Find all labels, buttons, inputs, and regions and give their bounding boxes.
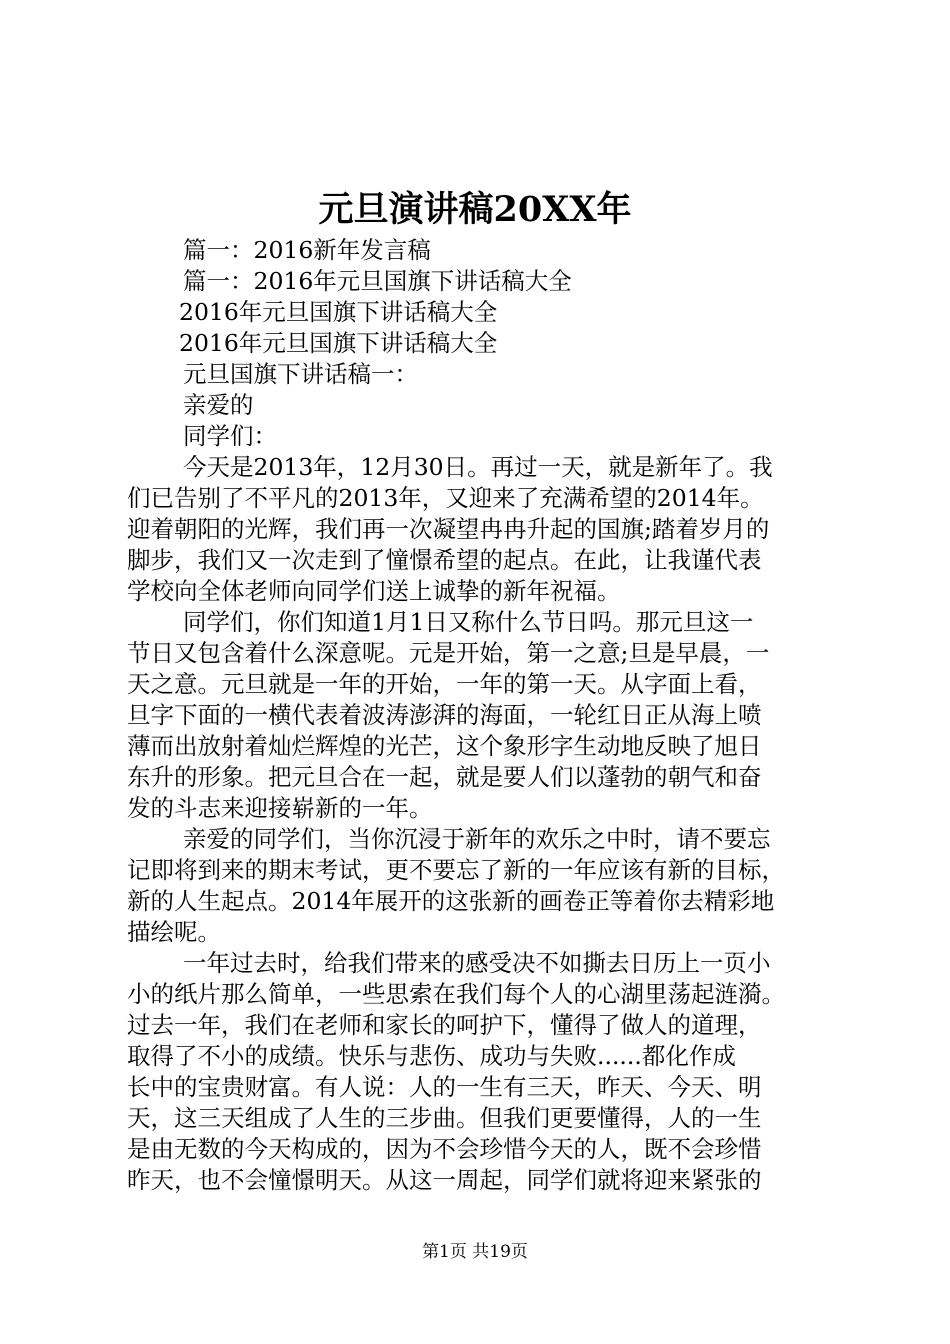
paragraph-line: 新的人生起点。2014年展开的这张新的画卷正等着你去精彩地: [127, 887, 775, 915]
header-line: 篇一：2016年元旦国旗下讲话稿大全: [183, 267, 572, 295]
paragraph-line: 发的斗志来迎接崭新的一年。: [127, 794, 433, 822]
paragraph-line: 长中的宝贵财富。有人说：人的一生有三天，昨天、今天、明: [127, 1073, 762, 1101]
page-footer: 第1页 共19页: [422, 1242, 528, 1262]
paragraph-line: 昨天，也不会憧憬明天。从这一周起，同学们就将迎来紧张的: [127, 1166, 762, 1194]
paragraph-line: 薄而出放射着灿烂辉煌的光芒，这个象形字生动地反映了旭日: [127, 732, 762, 760]
paragraph-line: 同学们，你们知道1月1日又称什么节日吗。那元旦这一: [183, 608, 754, 636]
paragraph-line: 节日又包含着什么深意呢。元是开始，第一之意;旦是早晨，一: [127, 639, 770, 667]
paragraph-line: 今天是2013年，12月30日。再过一天，就是新年了。我: [183, 453, 773, 481]
paragraph: [127, 607, 832, 824]
document-body: [127, 235, 832, 1196]
paragraph: [127, 948, 832, 1196]
header-line: 元旦国旗下讲话稿一：: [183, 360, 418, 388]
paragraph-line: 旦字下面的一横代表着波涛澎湃的海面，一轮红日正从海上喷: [127, 701, 762, 729]
paragraph-line: 过去一年，我们在老师和家长的呵护下，懂得了做人的道理，: [127, 1011, 762, 1039]
paragraph: [127, 824, 832, 948]
header-line: 篇一：2016新年发言稿: [183, 236, 431, 264]
paragraph-line: 取得了不小的成绩。快乐与悲伤、成功与失败......都化作成: [127, 1042, 736, 1070]
paragraph-line: 东升的形象。把元旦合在一起，就是要人们以蓬勃的朝气和奋: [127, 763, 762, 791]
header-line: 2016年元旦国旗下讲话稿大全: [179, 298, 498, 326]
paragraph-line: 们已告别了不平凡的2013年，又迎来了充满希望的2014年。: [127, 484, 764, 512]
paragraph-line: 记即将到来的期末考试，更不要忘了新的一年应该有新的目标，: [127, 856, 785, 884]
paragraph-line: 脚步，我们又一次走到了憧憬希望的起点。在此，让我谨代表: [127, 546, 762, 574]
salutation-line: 同学们：: [183, 422, 277, 450]
paragraph-line: 天，这三天组成了人生的三步曲。但我们更要懂得，人的一生: [127, 1104, 762, 1132]
paragraph-line: 学校向全体老师向同学们送上诚挚的新年祝福。: [127, 577, 621, 605]
paragraph-line: 是由无数的今天构成的，因为不会珍惜今天的人，既不会珍惜: [127, 1135, 762, 1163]
paragraph: [127, 452, 832, 607]
paragraph-line: 亲爱的同学们，当你沉浸于新年的欢乐之中时，请不要忘: [183, 825, 771, 853]
paragraph-line: 迎着朝阳的光辉，我们再一次凝望冉冉升起的国旗;踏着岁月的: [127, 515, 770, 543]
paragraph-line: 描绘呢。: [127, 918, 221, 946]
document-title: 元旦演讲稿20XX年: [318, 189, 632, 230]
paragraph-line: 小的纸片那么简单，一些思索在我们每个人的心湖里荡起涟漪。: [127, 980, 785, 1008]
salutation-line: 亲爱的: [183, 391, 254, 419]
paragraph-line: 一年过去时，给我们带来的感受决不如撕去日历上一页小: [183, 949, 771, 977]
header-line: 2016年元旦国旗下讲话稿大全: [179, 329, 498, 357]
paragraph-line: 天之意。元旦就是一年的开始，一年的第一天。从字面上看，: [127, 670, 762, 698]
